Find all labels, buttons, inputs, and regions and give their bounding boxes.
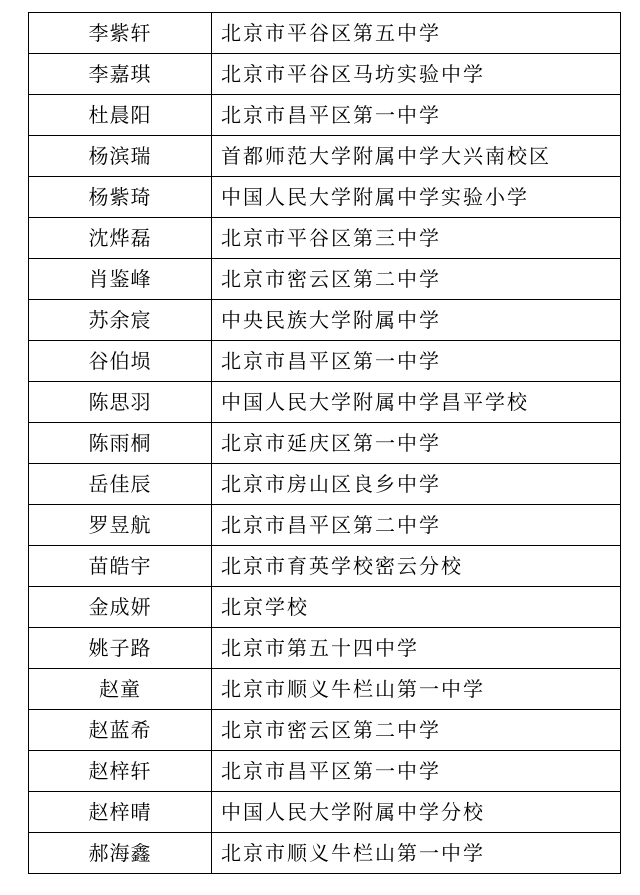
student-name-cell: 李嘉琪 [29,54,212,95]
school-cell: 北京市延庆区第一中学 [212,423,621,464]
student-name-cell: 郝海鑫 [29,833,212,874]
table-row [29,587,621,628]
school-cell: 北京市顺义牛栏山第一中学 [212,669,621,710]
table-row [29,464,621,505]
table-row [29,505,621,546]
student-name-cell: 陈雨桐 [29,423,212,464]
table-row [29,300,621,341]
table-row [29,792,621,833]
student-name-cell: 赵蓝希 [29,710,212,751]
student-name-cell: 陈思羽 [29,382,212,423]
school-cell: 中国人民大学附属中学实验小学 [212,177,621,218]
student-name-cell: 金成妍 [29,587,212,628]
student-name-cell: 赵梓晴 [29,792,212,833]
school-cell: 北京市平谷区第三中学 [212,218,621,259]
table-row [29,751,621,792]
table-row [29,13,621,54]
school-cell: 北京学校 [212,587,621,628]
school-cell: 北京市昌平区第一中学 [212,95,621,136]
school-cell: 北京市平谷区马坊实验中学 [212,54,621,95]
school-cell: 北京市平谷区第五中学 [212,13,621,54]
school-cell: 北京市育英学校密云分校 [212,546,621,587]
table-row [29,54,621,95]
student-name-cell: 赵童 [29,669,212,710]
student-school-table [28,12,621,874]
table-row [29,423,621,464]
student-name-cell: 杨紫琦 [29,177,212,218]
table-row [29,628,621,669]
student-school-table-container [28,12,620,874]
student-name-cell: 苗皓宇 [29,546,212,587]
table-row [29,177,621,218]
table-row [29,341,621,382]
table-row [29,669,621,710]
student-name-cell: 苏余宸 [29,300,212,341]
student-name-cell: 岳佳辰 [29,464,212,505]
table-row [29,710,621,751]
school-cell: 北京市第五十四中学 [212,628,621,669]
table-body [29,13,621,874]
school-cell: 首都师范大学附属中学大兴南校区 [212,136,621,177]
table-row [29,136,621,177]
school-cell: 北京市昌平区第二中学 [212,505,621,546]
student-name-cell: 谷伯埙 [29,341,212,382]
school-cell: 北京市昌平区第一中学 [212,751,621,792]
student-name-cell: 李紫轩 [29,13,212,54]
table-row [29,95,621,136]
student-name-cell: 沈烨磊 [29,218,212,259]
table-row [29,546,621,587]
table-row [29,218,621,259]
student-name-cell: 罗昱航 [29,505,212,546]
table-row [29,382,621,423]
student-name-cell: 肖鉴峰 [29,259,212,300]
school-cell: 中央民族大学附属中学 [212,300,621,341]
student-name-cell: 赵梓轩 [29,751,212,792]
student-name-cell: 杜晨阳 [29,95,212,136]
school-cell: 北京市顺义牛栏山第一中学 [212,833,621,874]
school-cell: 北京市昌平区第一中学 [212,341,621,382]
table-row [29,259,621,300]
student-name-cell: 杨滨瑞 [29,136,212,177]
school-cell: 中国人民大学附属中学分校 [212,792,621,833]
school-cell: 北京市房山区良乡中学 [212,464,621,505]
school-cell: 北京市密云区第二中学 [212,710,621,751]
school-cell: 北京市密云区第二中学 [212,259,621,300]
school-cell: 中国人民大学附属中学昌平学校 [212,382,621,423]
student-name-cell: 姚子路 [29,628,212,669]
table-row [29,833,621,874]
